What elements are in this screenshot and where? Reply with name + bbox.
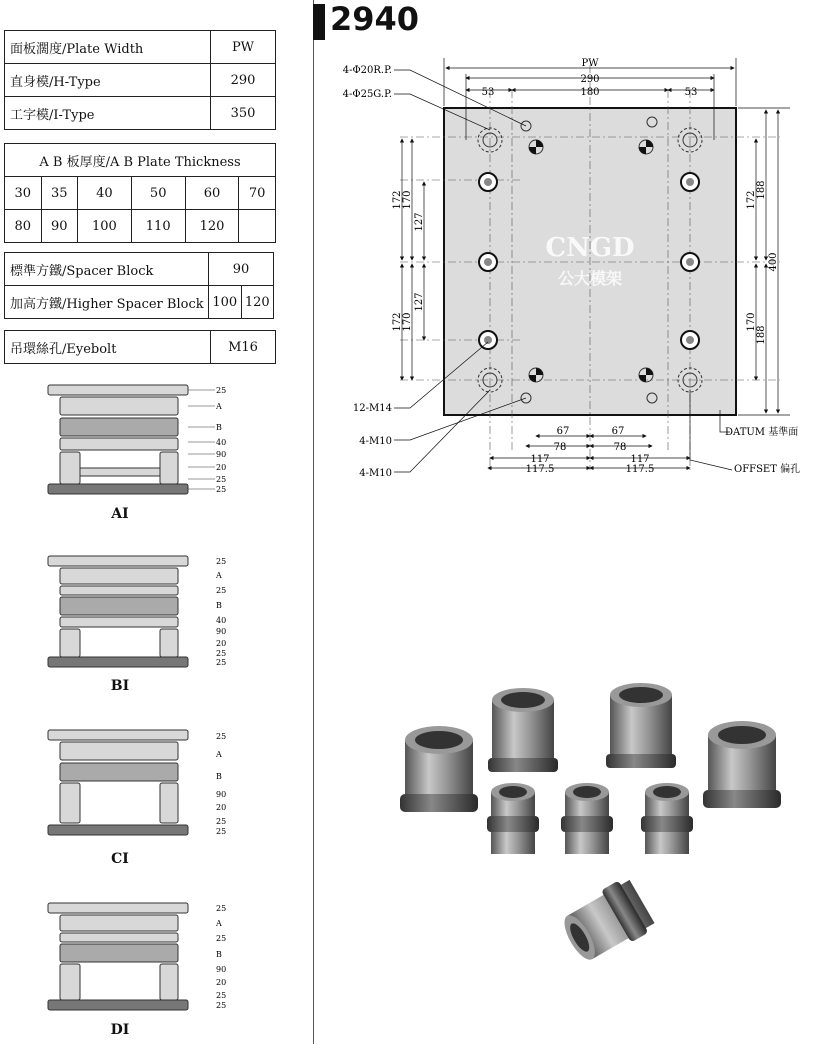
dim-78-left: 78 bbox=[553, 442, 567, 453]
mold-label: 90 bbox=[216, 627, 227, 636]
mold-label: 25 bbox=[216, 817, 227, 826]
dim-left-127-top: 127 bbox=[414, 212, 425, 232]
thickness-cell: 120 bbox=[185, 210, 239, 243]
mold-label: 25 bbox=[216, 934, 227, 943]
dim-right-172: 172 bbox=[746, 190, 757, 210]
callout-rp: 4-Φ20R.P. bbox=[342, 65, 392, 76]
mold-label: 40 bbox=[216, 438, 227, 447]
mold-label: B bbox=[216, 601, 222, 610]
bushing bbox=[487, 783, 539, 854]
ab-thickness-table bbox=[4, 143, 276, 243]
callout-m10-bottom: 4-M10 bbox=[359, 468, 392, 479]
mold-label: 20 bbox=[216, 639, 227, 648]
mold-label: 20 bbox=[216, 978, 227, 987]
page-divider bbox=[313, 0, 314, 1044]
i-type-label: 工字模/I-Type bbox=[5, 97, 211, 130]
mold-name-bi: BI bbox=[110, 678, 130, 694]
mold-diagram-bi bbox=[40, 553, 260, 673]
mold-label: 20 bbox=[216, 803, 227, 812]
mold-label: 25 bbox=[216, 586, 227, 595]
mold-diagram-ai bbox=[40, 382, 260, 502]
mold-label: 40 bbox=[216, 616, 227, 625]
eyebolt-value: M16 bbox=[211, 331, 276, 364]
mold-name-di: DI bbox=[110, 1022, 130, 1038]
dim-right-188-top: 188 bbox=[756, 180, 767, 200]
model-title: 2940 bbox=[330, 0, 420, 38]
plate-width-label: 面板濶度/Plate Width bbox=[5, 31, 211, 64]
spacer-standard-value: 90 bbox=[209, 253, 274, 286]
eyebolt-table bbox=[4, 330, 276, 364]
plate-width-value: PW bbox=[211, 31, 276, 64]
thickness-cell: 40 bbox=[78, 177, 132, 210]
callout-m14: 12-M14 bbox=[352, 403, 392, 414]
title-accent-bar bbox=[313, 4, 325, 40]
mold-label: 25 bbox=[216, 904, 227, 913]
mold-diagram-di bbox=[40, 900, 260, 1020]
h-type-label: 直身模/H-Type bbox=[5, 64, 211, 97]
dim-right-170: 170 bbox=[746, 312, 757, 332]
thickness-cell: 30 bbox=[5, 177, 42, 210]
mold-label: B bbox=[216, 423, 222, 432]
ab-thickness-title: A B 板厚度/A B Plate Thickness bbox=[5, 144, 276, 177]
mold-label: 25 bbox=[216, 658, 227, 667]
thickness-cell bbox=[239, 210, 276, 243]
thickness-cell: 50 bbox=[131, 177, 185, 210]
dim-67-left: 67 bbox=[556, 426, 570, 437]
dim-left-127-bottom: 127 bbox=[414, 292, 425, 312]
mold-label: 25 bbox=[216, 827, 227, 836]
dim-290: 290 bbox=[580, 74, 600, 85]
callout-gp: 4-Φ25G.P. bbox=[342, 89, 392, 100]
dim-left-172-bottom: 172 bbox=[392, 312, 403, 332]
bushing bbox=[488, 688, 558, 772]
dim-117-5-right: 117.5 bbox=[625, 464, 655, 475]
bushing bbox=[556, 876, 657, 965]
mold-label: B bbox=[216, 950, 222, 959]
spacer-higher-label: 加高方鐵/Higher Spacer Block bbox=[5, 286, 209, 319]
mold-label: 25 bbox=[216, 732, 227, 741]
thickness-cell: 80 bbox=[5, 210, 42, 243]
i-type-value: 350 bbox=[211, 97, 276, 130]
bushing bbox=[703, 721, 781, 808]
mold-label: 25 bbox=[216, 1001, 227, 1010]
bushing bbox=[606, 683, 676, 768]
eyebolt-label: 吊環絲孔/Eyebolt bbox=[5, 331, 211, 364]
dim-117-right: 117 bbox=[630, 454, 650, 465]
dim-117-left: 117 bbox=[530, 454, 550, 465]
mold-label: A bbox=[216, 402, 222, 411]
dim-180: 180 bbox=[580, 87, 600, 98]
mold-label: A bbox=[216, 919, 222, 928]
thickness-cell: 110 bbox=[131, 210, 185, 243]
dim-53-right: 53 bbox=[684, 87, 698, 98]
dim-53-left: 53 bbox=[481, 87, 495, 98]
callout-offset: OFFSET 偏孔 bbox=[734, 464, 801, 475]
mold-label: B bbox=[216, 772, 222, 781]
mold-label: 25 bbox=[216, 485, 227, 494]
callout-m10-top: 4-M10 bbox=[359, 436, 392, 447]
mold-label: A bbox=[216, 750, 222, 759]
dim-pw: PW bbox=[581, 58, 599, 69]
mold-label: 25 bbox=[216, 649, 227, 658]
mold-label: 90 bbox=[216, 450, 227, 459]
dim-78-right: 78 bbox=[613, 442, 627, 453]
bushings-photo bbox=[395, 680, 795, 965]
bushing bbox=[400, 726, 478, 812]
callout-datum: DATUM 基準面 bbox=[725, 427, 799, 438]
mold-label: 25 bbox=[216, 557, 227, 566]
thickness-cell: 70 bbox=[239, 177, 276, 210]
h-type-value: 290 bbox=[211, 64, 276, 97]
dim-right-400: 400 bbox=[768, 252, 779, 272]
thickness-cell: 100 bbox=[78, 210, 132, 243]
mold-diagram-ci bbox=[40, 727, 260, 847]
spacer-higher-value: 120 bbox=[241, 286, 274, 319]
spacer-standard-label: 標準方鐵/Spacer Block bbox=[5, 253, 209, 286]
mold-label: 90 bbox=[216, 965, 227, 974]
dim-left-170-bottom: 170 bbox=[402, 312, 413, 332]
mold-name-ci: CI bbox=[111, 851, 129, 867]
mold-name-ai: AI bbox=[111, 506, 129, 522]
mold-label: 25 bbox=[216, 386, 227, 395]
thickness-cell: 35 bbox=[41, 177, 78, 210]
bushing bbox=[561, 783, 613, 854]
thickness-cell: 60 bbox=[185, 177, 239, 210]
spacer-table bbox=[4, 252, 274, 319]
mold-label: 25 bbox=[216, 475, 227, 484]
dim-left-172-top: 172 bbox=[392, 190, 403, 210]
mold-label: 25 bbox=[216, 991, 227, 1000]
plate-spec-table bbox=[4, 30, 276, 130]
spacer-higher-value: 100 bbox=[209, 286, 242, 319]
mold-label: 20 bbox=[216, 463, 227, 472]
logo-text: CNGD bbox=[545, 233, 635, 263]
dim-right-188-bottom: 188 bbox=[756, 325, 767, 345]
mold-label: A bbox=[216, 571, 222, 580]
mold-label: 90 bbox=[216, 790, 227, 799]
thickness-cell: 90 bbox=[41, 210, 78, 243]
dim-117-5-left: 117.5 bbox=[525, 464, 555, 475]
logo-cn-text: 公大模架 bbox=[557, 269, 623, 288]
dim-left-170-top: 170 bbox=[402, 190, 413, 210]
dim-67-right: 67 bbox=[611, 426, 625, 437]
plate-drawing bbox=[320, 50, 816, 490]
bushing bbox=[641, 783, 693, 854]
